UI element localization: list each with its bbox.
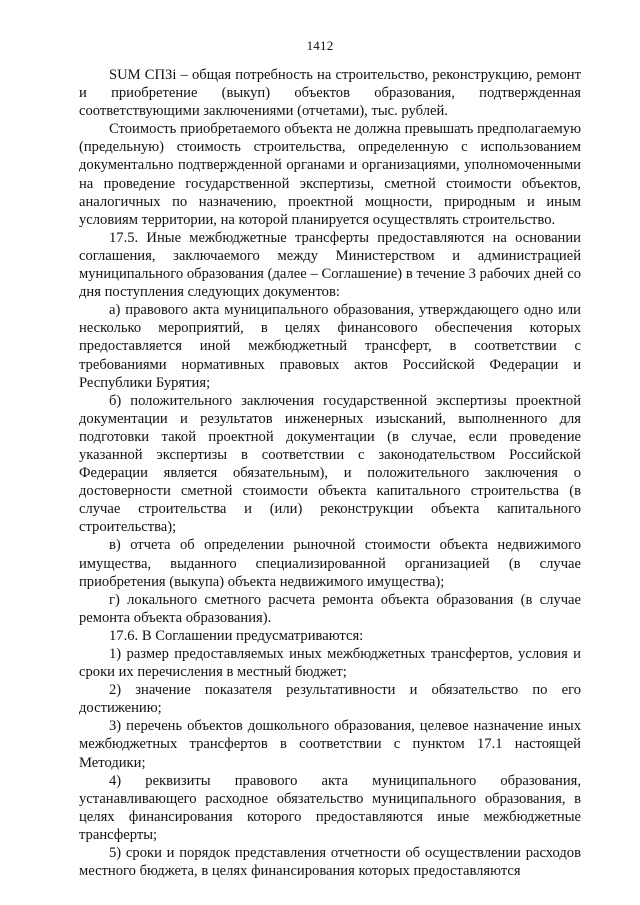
- paragraph-17-6: 17.6. В Соглашении предусматриваются:: [109, 627, 364, 644]
- paragraph-17-5-a: а) правового акта муниципального образования, утверждающего одно или несколько мероприятий, в целях финансового обеспечения которых предоставляется иной межбюджетный трансферт, в соответствии с требованиями нормативных правовых актов Российской Федерации и Республики Бурятия;: [79, 302, 581, 391]
- paragraph-17-6-4: 4) реквизиты правового акта муниципального образования, устанавливающего расходное обязательство муниципального образования, в целях финансирования которого предоставляются иные межбюджетные трансферты;: [79, 772, 581, 843]
- paragraph-17-6-1: 1) размер предоставляемых иных межбюджетных трансфертов, условия и сроки их перечисления в местный бюджет;: [79, 646, 581, 681]
- paragraph-17-6-2: 2) значение показателя результативности и обязательство по его достижению;: [79, 682, 581, 717]
- paragraph-17-5-g: г) локального сметного расчета ремонта объекта образования (в случае ремонта объекта образования).: [79, 591, 581, 626]
- paragraph-object-cost: Стоимость приобретаемого объекта не должна превышать предполагаемую (предельную) стоимость строительства, определенную с использованием документально подтвержденной органами и организациями, уполномоченными на проведение государственной экспертизы, сметной стоимости объектов, аналогичных по назначению, проектной мощности, природным и иным условиям территории, на которой планируется осуществлять строительство.: [79, 121, 581, 228]
- page-number: 1412: [306, 38, 334, 53]
- paragraph-17-5-v: в) отчета об определении рыночной стоимости объекта недвижимого имущества, выданного специализированной организацией (в случае приобретения (выкупа) объекта недвижимого имущества);: [79, 537, 581, 590]
- paragraph-17-5-b: б) положительного заключения государственной экспертизы проектной документации и результатов инженерных изысканий, выполненного для подготовки такой проектной документации (в случае, если проведение указанной экспертизы в соответствии с законодательством Российской Федерации является обязательным), и положительного заключения о достоверности сметной стоимости объекта капитального строительства (в случае строительства и (или) реконструкции объекта капитального строительства);: [79, 392, 581, 536]
- paragraph-17-5: 17.5. Иные межбюджетные трансферты предоставляются на основании соглашения, заключаемого между Министерством и администрацией муниципального образования (далее – Соглашение) в течение 3 рабочих дней со дня поступления следующих документов:: [79, 229, 581, 301]
- paragraph-17-6-3: 3) перечень объектов дошкольного образования, целевое назначение иных межбюджетных трансфертов в соответствии с пунктом 17.1 настоящей Методики;: [79, 718, 581, 771]
- paragraph-sum-definition: SUM СПЗi – общая потребность на строительство, реконструкцию, ремонт и приобретение (выкуп) объектов образования, подтвержденная соответствующими заключениями (отчетами), тыс. рублей.: [79, 67, 581, 120]
- document-body: [79, 66, 581, 880]
- paragraph-17-6-5: 5) сроки и порядок представления отчетности об осуществлении расходов местного бюджета, в целях финансирования которых предоставляются: [79, 845, 581, 880]
